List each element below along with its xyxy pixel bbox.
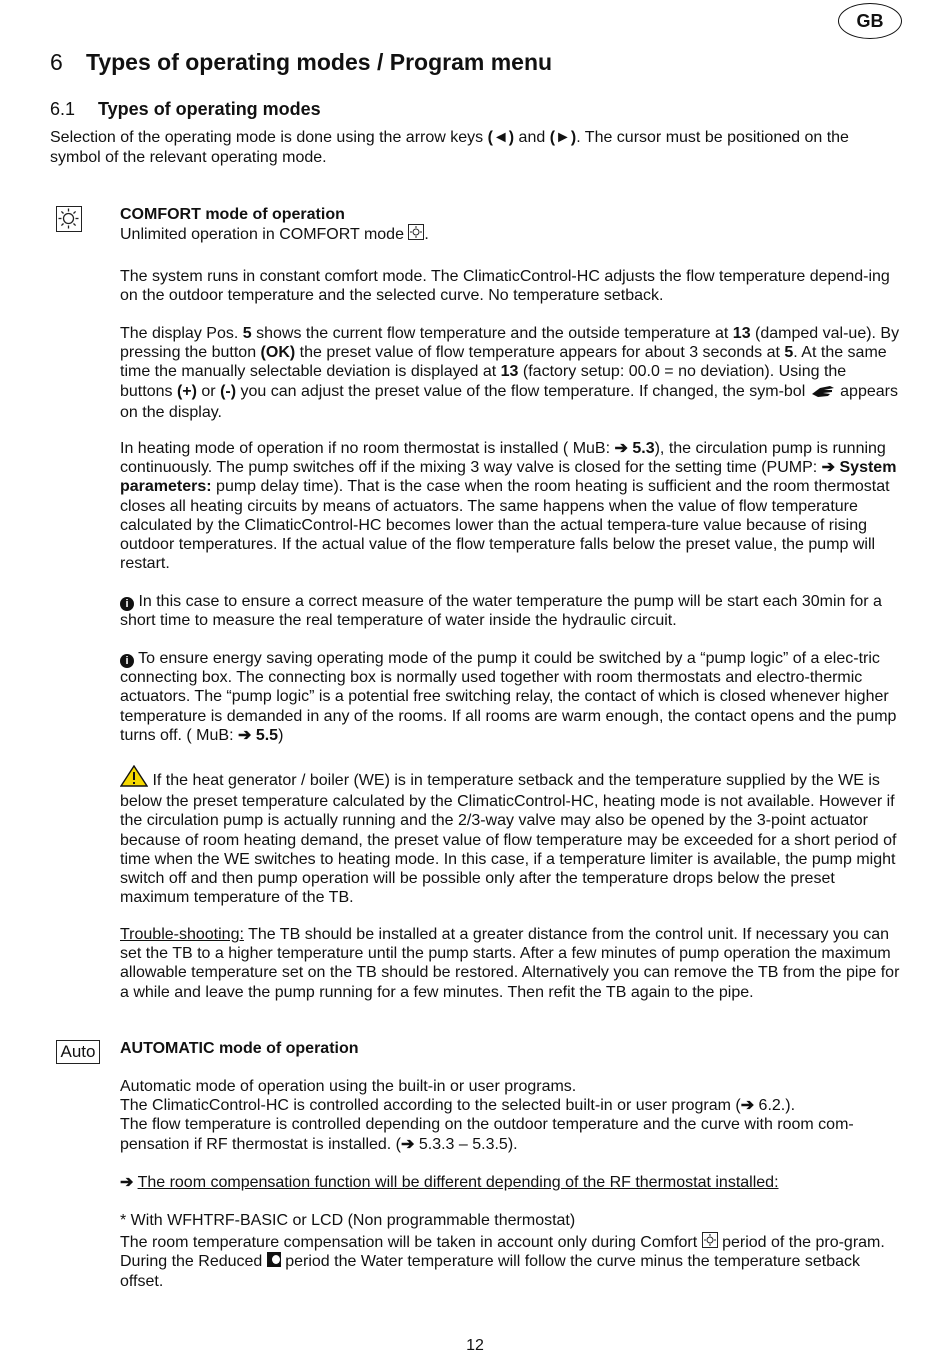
comfort-para3 <box>120 439 900 573</box>
pos-ref: 5 <box>784 344 794 362</box>
text: shows the current flow temperature and the outside temperature at <box>251 325 733 342</box>
text: the preset value of flow temperature appears for about 3 seconds at <box>295 344 785 362</box>
thermostat-line: * With WFHTRF-BASIC or LCD (Non programmable thermostat) <box>120 1212 576 1229</box>
intro-text: Selection of the operating mode is done using the arrow keys <box>50 129 488 146</box>
language-badge: GB <box>838 3 902 39</box>
info-note-1 <box>120 592 900 630</box>
intro-text: and <box>514 129 550 146</box>
ok-button-ref: (OK) <box>260 344 296 362</box>
text: or <box>196 382 221 400</box>
moon-icon <box>267 1252 281 1267</box>
section-number: 6 <box>50 49 63 75</box>
thermostat-note <box>120 1211 900 1291</box>
info-note-2 <box>120 649 900 745</box>
automatic-heading: AUTOMATIC mode of operation <box>120 1040 359 1057</box>
left-arrow-key: (◄) <box>487 129 515 146</box>
arrow-icon: ➔ <box>237 726 252 744</box>
arrow-icon: ➔ <box>821 459 836 477</box>
warning-text: If the heat generator / boiler (WE) is in temperature setback and the temperature supplied by the WE is below the preset temperature calculated by the ClimaticControl-HC, heating mode is not available. However if the circulation pump is actually running and the 2/3-way valve may also be opened by the 3-point actuator because of room heating demand, the preset value of flow temperature may be exceeded for a short period of time when the WE switches to heating mode. In this case, if a temperature limiter is available, the pump might switch off and then pump operation will be possible only after the temperature drops below the preset maximum temperature of the TB. <box>120 772 897 907</box>
arrow-icon: ➔ <box>740 1097 755 1115</box>
menu-ref: 5.5 <box>255 726 279 744</box>
comfort-line1-end: . <box>424 226 429 244</box>
automatic-body <box>120 1077 900 1154</box>
arrow-icon: ➔ <box>614 440 628 457</box>
system-parameters-ref: System parameters: <box>120 459 897 496</box>
note-text: The room compensation function will be different depending of the RF thermostat installed: <box>137 1174 779 1191</box>
text: period the Water temperature will follow the curve minus the temperature setback offset. <box>120 1253 860 1290</box>
text: The flow temperature is controlled depending on the outdoor temperature and the curve with room com-pensation if RF thermostat is installed. ( <box>120 1116 854 1153</box>
comfort-section <box>120 205 900 244</box>
text: you can adjust the preset value of the flow temperature. If changed, the sym-bol <box>236 382 810 400</box>
text: (factory setup: 00.0 = no deviation). Using the buttons <box>120 363 847 400</box>
info-icon: i <box>120 597 134 611</box>
text: . At the same time the manually selectable deviation is displayed at <box>120 344 887 381</box>
auto-mode-icon: Auto <box>56 1040 100 1064</box>
sun-icon <box>702 1232 718 1248</box>
trouble-shooting-text: The TB should be installed at a greater distance from the control unit. If necessary you can set the TB to a higher temperature until the pump starts. After a few minutes of pump operation the maximum allowable temperature set on the TB should be restored. Alternatively you can remove the TB from the pipe for a while and leave the pump running for a few minutes. Then refit the TB again to the pipe. <box>120 926 900 1001</box>
pos-ref: 5 <box>242 325 252 342</box>
text: 5.3.3 – 5.3.5). <box>414 1135 518 1153</box>
info-text: In this case to ensure a correct measure of the water temperature the pump will be start each 30min for a short time to measure the real temperature of water inside the hydraulic circuit. <box>120 593 882 630</box>
text: period of the pro-gram. During the Reduced <box>120 1234 885 1271</box>
automatic-section <box>120 1039 900 1058</box>
intro-paragraph <box>50 128 900 167</box>
text: The room temperature compensation will be taken in account only during Comfort <box>120 1234 702 1252</box>
pos-ref: 13 <box>732 325 751 342</box>
text: ) <box>278 726 284 744</box>
comfort-para1 <box>120 267 900 305</box>
page-number: 12 <box>466 1337 484 1354</box>
text: appears on the display. <box>120 382 898 421</box>
pos-ref: 13 <box>500 363 519 381</box>
section-title <box>50 47 552 77</box>
trouble-shooting <box>120 925 900 1002</box>
comfort-sun-icon <box>56 206 82 232</box>
arrow-icon: ➔ <box>120 1174 134 1191</box>
right-arrow-key: (►) <box>549 129 577 146</box>
text: The display Pos. <box>120 325 243 342</box>
comfort-para1-text: The system runs in constant comfort mode. The ClimaticControl-HC adjusts the flow temperature depend-ing on the outdoor temperature and the selected curve. No temperature setback. <box>120 268 890 305</box>
hand-icon <box>810 384 836 403</box>
comfort-line1-text: Unlimited operation in COMFORT mode <box>120 226 409 244</box>
info-icon: i <box>120 654 134 668</box>
section-title-text: Types of operating modes / Program menu <box>86 49 553 75</box>
plus-button-ref: (+) <box>176 382 197 400</box>
intro-text: . The cursor must be positioned on the symbol of the relevant operating mode. <box>50 129 849 166</box>
subsection-title <box>50 97 321 121</box>
text: 6.2.). <box>754 1097 796 1115</box>
text: pump delay time). That is the case when the room heating is sufficient and the room thermostat closes all heating circuits by means of actuators. The same happens when the value of flow temperature calculated by the ClimaticControl-HC becomes lower than the actual tempera-ture value because of rising outdoor temperatures. If the actual value of the flow temperature falls below the preset value, the pump will restart. <box>120 478 890 573</box>
info-text: To ensure energy saving operating mode of the pump it could be switched by a “pump logic” of a elec-tric connecting box. The connecting box is normally used together with room thermostats and electro-thermic actuators. The “pump logic” is a potential free switching relay, the contact of which is closed whenever higher temperature is demanded in any of the rooms. If all rooms are warm enough, the contact opens and the pump turns off. ( MuB: <box>120 650 897 744</box>
menu-ref: 5.3 <box>632 440 655 457</box>
warning-note <box>120 765 900 907</box>
comfort-line1 <box>120 224 900 244</box>
sun-icon <box>408 224 424 240</box>
comfort-heading: COMFORT mode of operation <box>120 206 345 223</box>
comfort-para2 <box>120 324 900 422</box>
warning-icon <box>120 765 148 792</box>
subsection-title-text: Types of operating modes <box>98 99 321 119</box>
room-compensation-note <box>120 1173 900 1192</box>
minus-button-ref: (-) <box>220 382 237 400</box>
text: The ClimaticControl-HC is controlled according to the selected built-in or user program ( <box>120 1097 741 1115</box>
text: ), the circulation pump is running continuously. The pump switches off if the mixing 3 way valve is closed for the setting time (PUMP: <box>120 440 886 477</box>
arrow-icon: ➔ <box>401 1135 415 1153</box>
automatic-line1: Automatic mode of operation using the built-in or user programs. <box>120 1078 577 1095</box>
text: In heating mode of operation if no room thermostat is installed ( MuB: <box>120 440 615 457</box>
subsection-number: 6.1 <box>50 99 76 119</box>
text: (damped val-ue). By pressing the button <box>120 325 900 362</box>
trouble-shooting-label: Trouble-shooting: <box>120 926 244 943</box>
